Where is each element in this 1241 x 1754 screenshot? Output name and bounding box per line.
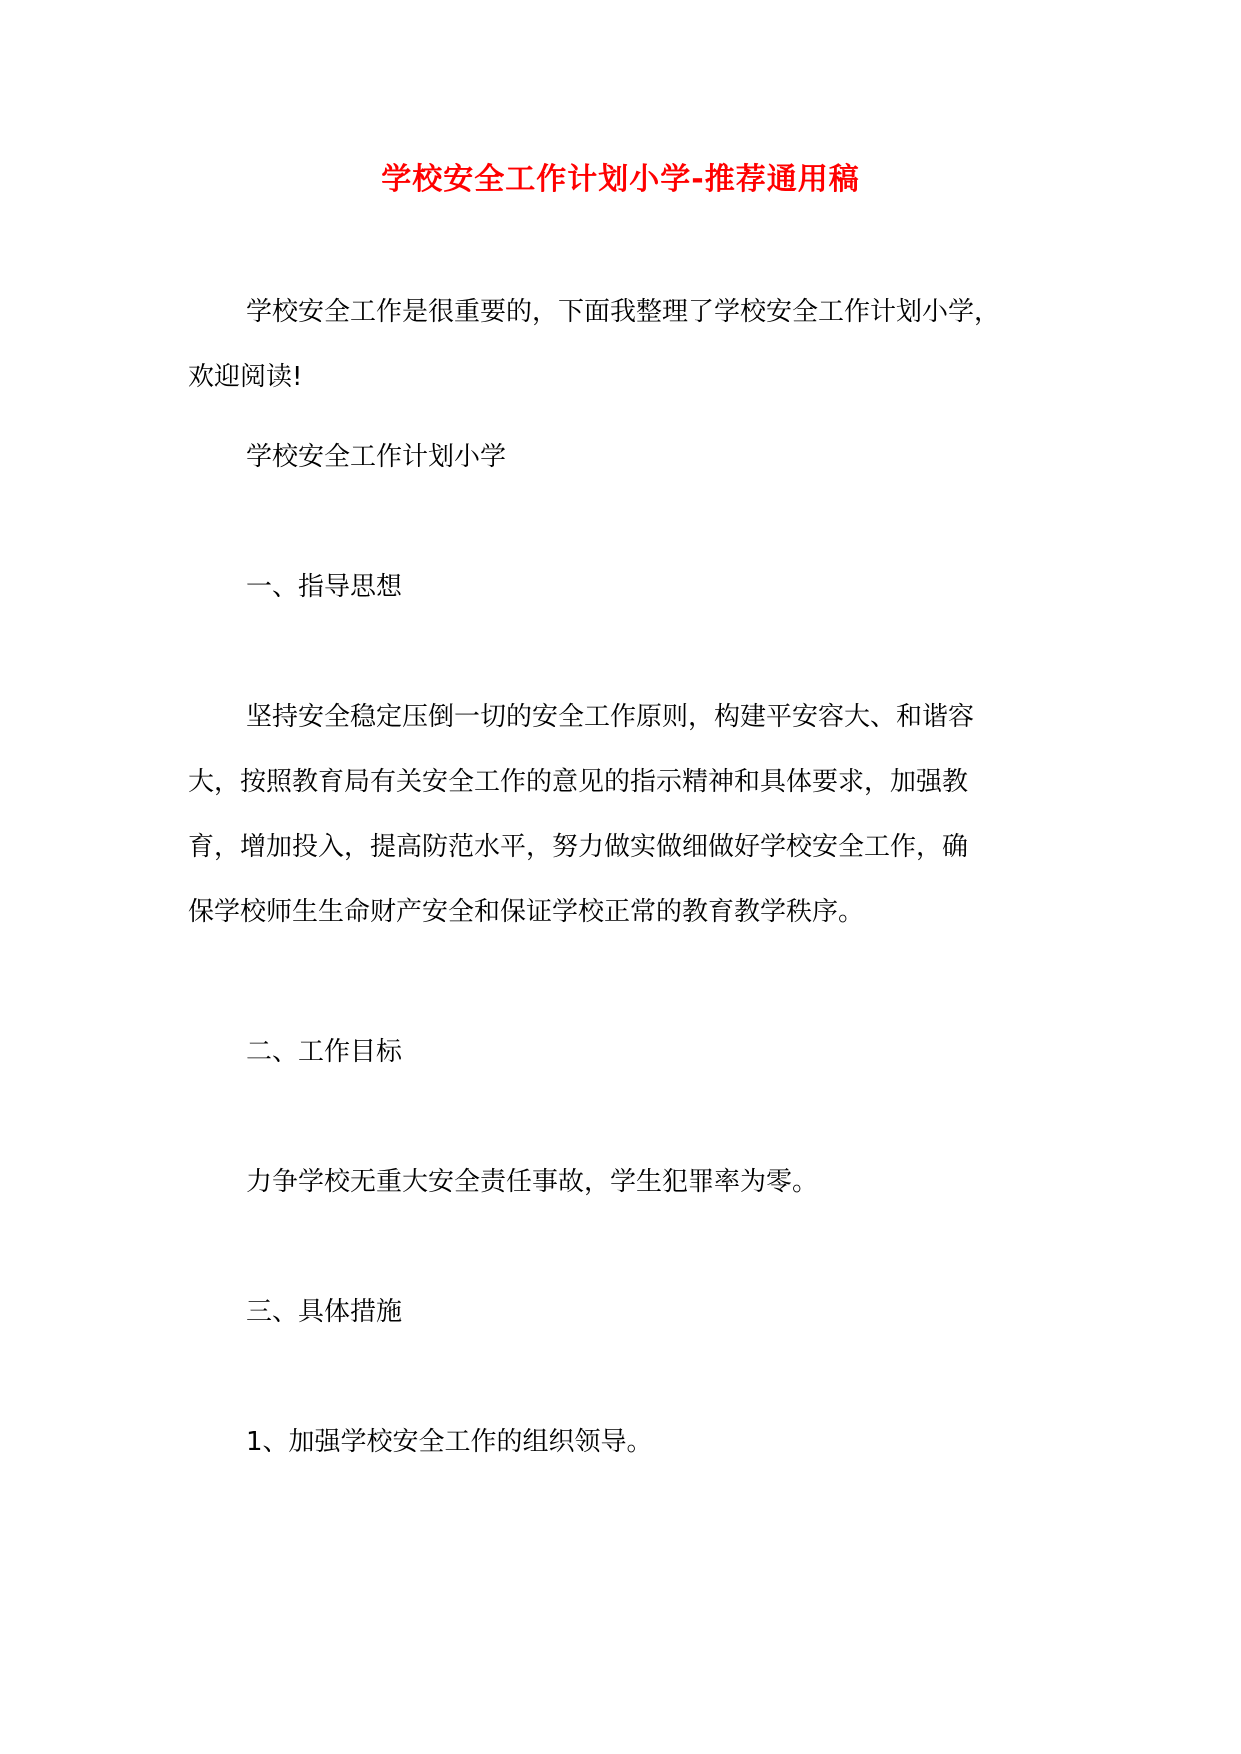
work-goal-paragraph xyxy=(188,1150,1058,1215)
intro-paragraph xyxy=(188,280,1058,410)
section-heading-guiding-ideology xyxy=(188,555,1058,620)
paragraph-line: 三、具体措施 xyxy=(246,1297,403,1327)
paragraph-line: 大，按照教育局有关安全工作的意见的指示精神和具体要求，加强教 xyxy=(188,767,969,797)
section-heading-work-goal xyxy=(188,1020,1058,1085)
paragraph-line: 坚持安全稳定压倒一切的安全工作原则，构建平安容大、和谐容 xyxy=(246,702,975,732)
guiding-ideology-paragraph xyxy=(188,685,1058,945)
plan-heading xyxy=(188,425,1058,490)
paragraph-line: 学校安全工作计划小学 xyxy=(246,442,507,472)
section-heading-measures xyxy=(188,1280,1058,1345)
paragraph-line: 欢迎阅读! xyxy=(188,362,303,392)
paragraph-line: 保学校师生生命财产安全和保证学校正常的教育教学秩序。 xyxy=(188,897,865,927)
paragraph-line: 一、指导思想 xyxy=(246,572,403,602)
paragraph-line: 力争学校无重大安全责任事故，学生犯罪率为零。 xyxy=(246,1167,819,1197)
paragraph-line: 育，增加投入，提高防范水平，努力做实做细做好学校安全工作，确 xyxy=(188,832,969,862)
measure-item-1 xyxy=(188,1410,1058,1475)
paragraph-line: 学校安全工作是很重要的，下面我整理了学校安全工作计划小学， xyxy=(246,297,1001,327)
document-title: 学校安全工作计划小学-推荐通用稿 xyxy=(381,162,860,197)
paragraph-line: 二、工作目标 xyxy=(246,1037,403,1067)
paragraph-line: 1、加强学校安全工作的组织领导。 xyxy=(246,1427,653,1457)
